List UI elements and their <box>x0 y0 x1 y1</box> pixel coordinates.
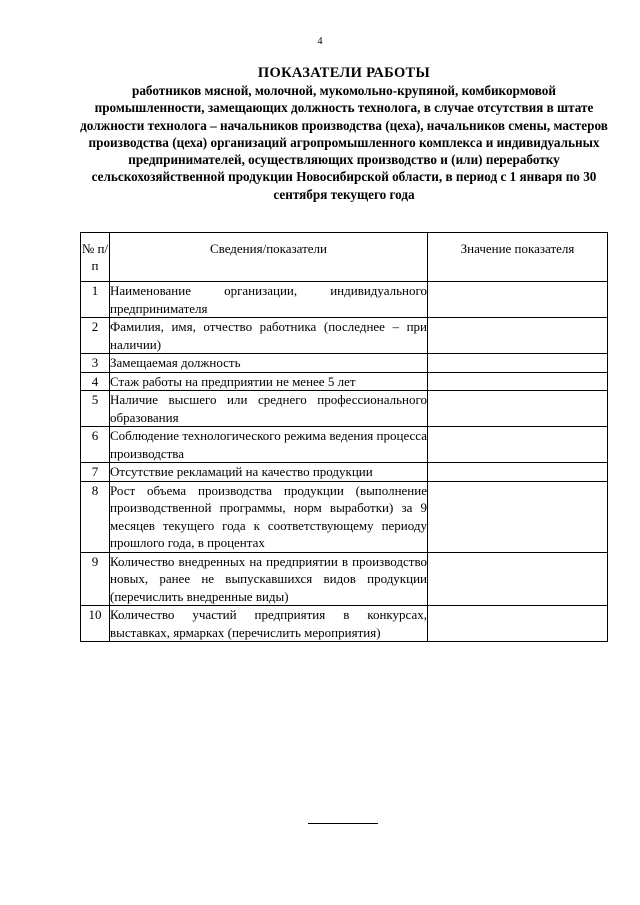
row-number: 7 <box>81 463 110 482</box>
footer-divider <box>308 823 378 824</box>
document-title <box>80 64 608 203</box>
table-row <box>81 606 608 642</box>
row-value <box>428 354 608 373</box>
row-value <box>428 427 608 463</box>
row-number: 4 <box>81 372 110 391</box>
table-row <box>81 282 608 318</box>
row-description: Фамилия, имя, отчество работника (последнее – при наличии) <box>110 319 427 352</box>
row-number: 5 <box>81 391 110 427</box>
table-row <box>81 372 608 391</box>
row-description: Рост объема производства продукции (выполнение производственной программы, норм выработки) за 9 месяцев текущего года к соответствующему периоду прошлого года, в процентах <box>110 482 427 550</box>
page-number: 4 <box>317 36 323 47</box>
table-row <box>81 391 608 427</box>
row-description: Соблюдение технологического режима ведения процесса производства <box>110 428 428 461</box>
row-value <box>428 391 608 427</box>
row-value <box>428 282 608 318</box>
table-row <box>81 552 608 606</box>
row-number: 10 <box>81 606 110 642</box>
table-header-row <box>81 233 608 282</box>
row-description: Наименование организации, индивидуального предпринимателя <box>110 283 427 316</box>
table-row <box>81 318 608 354</box>
row-value <box>428 481 608 552</box>
title-main: ПОКАЗАТЕЛИ РАБОТЫ <box>257 65 431 81</box>
row-description: Замещаемая должность <box>110 354 428 373</box>
table-row <box>81 354 608 373</box>
row-value <box>428 318 608 354</box>
row-number: 2 <box>81 318 110 354</box>
row-number: 1 <box>81 282 110 318</box>
row-description: Количество участий предприятия в конкурсах, выставках, ярмарках (перечислить мероприятия) <box>110 607 427 640</box>
indicators-table <box>80 232 608 642</box>
table-row <box>81 427 608 463</box>
row-value <box>428 463 608 482</box>
row-description: Наличие высшего или среднего профессионального образования <box>110 392 427 425</box>
table-row <box>81 481 608 552</box>
row-number: 6 <box>81 427 110 463</box>
row-value <box>428 552 608 606</box>
row-description: Отсутствие рекламаций на качество продукции <box>110 463 428 482</box>
header-value: Значение показателя <box>428 233 608 282</box>
header-description: Сведения/показатели <box>110 233 428 282</box>
header-number: № п/п <box>81 233 110 282</box>
row-description: Стаж работы на предприятии не менее 5 лет <box>110 372 428 391</box>
row-number: 3 <box>81 354 110 373</box>
title-subtitle: работников мясной, молочной, мукомольно-крупяной, комбикормовой промышленности, замещающих должность технолога, в случае отсутствия в штате должности технолога – начальников производства (цеха), начальников смены, мастеров производства (цеха) организаций агропромышленного комплекса и индивидуальных предпринимателей, осуществляющих производство и (или) переработку сельскохозяйственной продукции Новосибирской области, в период с 1 января по 30 сентября текущего года <box>80 83 608 202</box>
row-number: 9 <box>81 552 110 606</box>
row-description: Количество внедренных на предприятии в производство новых, ранее не выпускавшихся видов продукции (перечислить внедренные виды) <box>110 553 427 604</box>
row-value <box>428 606 608 642</box>
table-row <box>81 463 608 482</box>
row-number: 8 <box>81 481 110 552</box>
row-value <box>428 372 608 391</box>
